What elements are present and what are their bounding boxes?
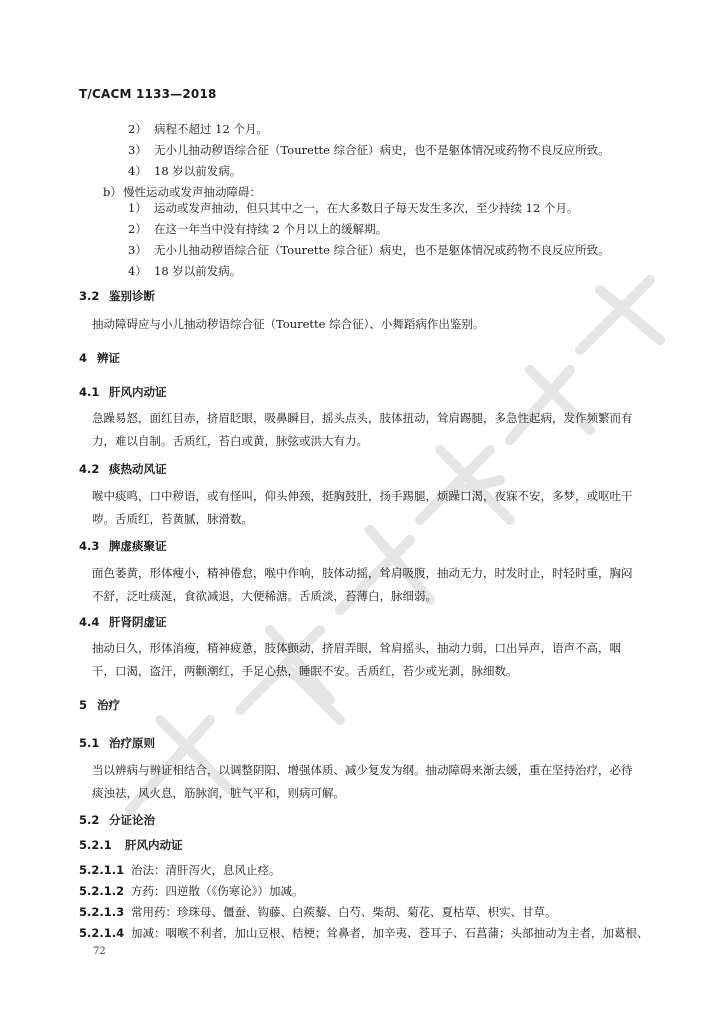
section-heading	[79, 812, 155, 828]
clause-item	[79, 904, 557, 920]
list-item-text: 在这一年当中没有持续 2 个月以上的缓解期。	[154, 222, 388, 236]
section-number: 4.3	[79, 539, 100, 553]
list-item	[128, 200, 579, 216]
paragraph: 抽动障碍应与小儿抽动秽语综合征（Tourette 综合征）、小舞蹈病作出鉴别。	[92, 317, 485, 331]
list-item	[103, 184, 261, 200]
list-marker: 3）	[128, 143, 147, 157]
clause-text: 治法：清肝泻火，息风止痉。	[131, 863, 281, 877]
list-marker: 4）	[128, 264, 147, 278]
section-title: 治疗	[97, 698, 120, 712]
clause-text: 常用药：珍珠母、僵蚕、钩藤、白蒺藜、白芍、柴胡、菊花、夏枯草、枳实、甘草。	[131, 905, 557, 919]
section-heading	[79, 461, 167, 477]
section-number: 5	[79, 698, 88, 712]
section-heading	[79, 384, 167, 400]
list-marker: b）	[103, 185, 122, 199]
list-item-text: 无小儿抽动秽语综合征（Tourette 综合征）病史，也不是躯体情况或药物不良反应所致。	[154, 243, 610, 257]
paragraph: 当以辨病与辨证相结合，以调整阴阳、增强体质、减少复发为纲。抽动障碍来渐去缓，重在坚持治疗，必待痰浊祛，风火息，筋脉润，脏气平和，则病可解。	[92, 763, 633, 800]
section-heading	[79, 697, 120, 713]
list-item	[128, 121, 268, 137]
clause-number: 5.2.1.4	[79, 926, 125, 940]
section-number: 4.4	[79, 615, 100, 629]
list-item-text: 18 岁以前发病。	[154, 164, 242, 178]
section-heading	[79, 538, 167, 554]
list-item-text: 18 岁以前发病。	[154, 264, 242, 278]
section-heading	[79, 837, 183, 853]
list-marker: 1）	[128, 201, 147, 215]
section-title: 鉴别诊断	[109, 289, 155, 303]
standard-id: T/CACM 1133—2018	[79, 87, 217, 101]
paragraph: 喉中痰鸣，口中秽语，或有怪叫，仰头伸颈，挺胸鼓肚，扬手踢腿，烦躁口渴，夜寐不安，多梦，或呕吐干哕。舌质红，苔黄腻，脉滑数。	[92, 489, 633, 526]
section-heading	[79, 735, 155, 751]
section-title: 肝肾阴虚证	[109, 615, 167, 629]
list-item-text: 病程不超过 12 个月。	[154, 122, 268, 136]
page-number: 72	[93, 946, 106, 957]
section-heading	[79, 288, 155, 304]
list-marker: 2）	[128, 222, 147, 236]
section-title: 分证论治	[109, 813, 155, 827]
list-item	[128, 142, 610, 158]
list-item	[128, 221, 388, 237]
clause-item	[79, 925, 649, 941]
clause-number: 5.2.1.3	[79, 905, 125, 919]
list-marker: 2）	[128, 122, 147, 136]
section-number: 5.1	[79, 736, 100, 750]
paragraph: 抽动日久，形体消瘦，精神疲惫，肢体颤动，挤眉弄眼，耸肩摇头，抽动力弱，口出异声，语声不高，咽干，口渴，盗汗，两颧潮红，手足心热，睡眠不安。舌质红，苔少或光剥，脉细数。	[92, 641, 621, 678]
clause-number: 5.2.1.1	[79, 863, 125, 877]
section-number: 4.1	[79, 385, 100, 399]
clause-text: 加减：咽喉不利者，加山豆根、桔梗；耸鼻者，加辛夷、苍耳子、石菖蒲；头部抽动为主者，加葛根、	[131, 926, 649, 940]
paragraph: 急躁易怒，面红目赤，挤眉眨眼，吸鼻瞬目，摇头点头，肢体扭动，耸肩踢腿，多急性起病，发作频繁而有力，难以自制。舌质红，苔白或黄，脉弦或洪大有力。	[92, 411, 633, 448]
list-item-text: 无小儿抽动秽语综合征（Tourette 综合征）病史，也不是躯体情况或药物不良反应所致。	[154, 143, 610, 157]
section-title: 治疗原则	[109, 736, 155, 750]
section-title: 肝风内动证	[109, 385, 167, 399]
section-title: 脾虚痰聚证	[109, 539, 167, 553]
section-title: 辨证	[97, 351, 120, 365]
section-number: 4.2	[79, 462, 100, 476]
section-number: 4	[79, 351, 88, 365]
clause-item	[79, 883, 304, 899]
section-number: 3.2	[79, 289, 100, 303]
section-heading	[79, 350, 120, 366]
list-item-text: 运动或发声抽动，但只其中之一，在大多数日子每天发生多次，至少持续 12 个月。	[154, 201, 579, 215]
clause-text: 方药：四逆散（《伤寒论》）加减。	[131, 884, 304, 898]
list-marker: 3）	[128, 243, 147, 257]
list-marker: 4）	[128, 164, 147, 178]
clause-item	[79, 862, 281, 878]
list-item	[128, 163, 242, 179]
section-heading	[79, 614, 167, 630]
section-number: 5.2	[79, 813, 100, 827]
list-item-title: 慢性运动或发声抽动障碍：	[123, 185, 261, 199]
clause-number: 5.2.1.2	[79, 884, 125, 898]
paragraph: 面色萎黄，形体瘦小，精神倦怠，喉中作响，肢体动摇，耸肩吸腹，抽动无力，时发时止，时轻时重，胸闷不舒，泛吐痰涎，食欲减退，大便稀溏。舌质淡，苔薄白，脉细弱。	[92, 566, 633, 603]
section-number: 5.2.1	[79, 838, 112, 852]
section-title: 肝风内动证	[125, 838, 183, 852]
list-item	[128, 263, 242, 279]
list-item	[128, 242, 610, 258]
section-title: 痰热动风证	[109, 462, 167, 476]
